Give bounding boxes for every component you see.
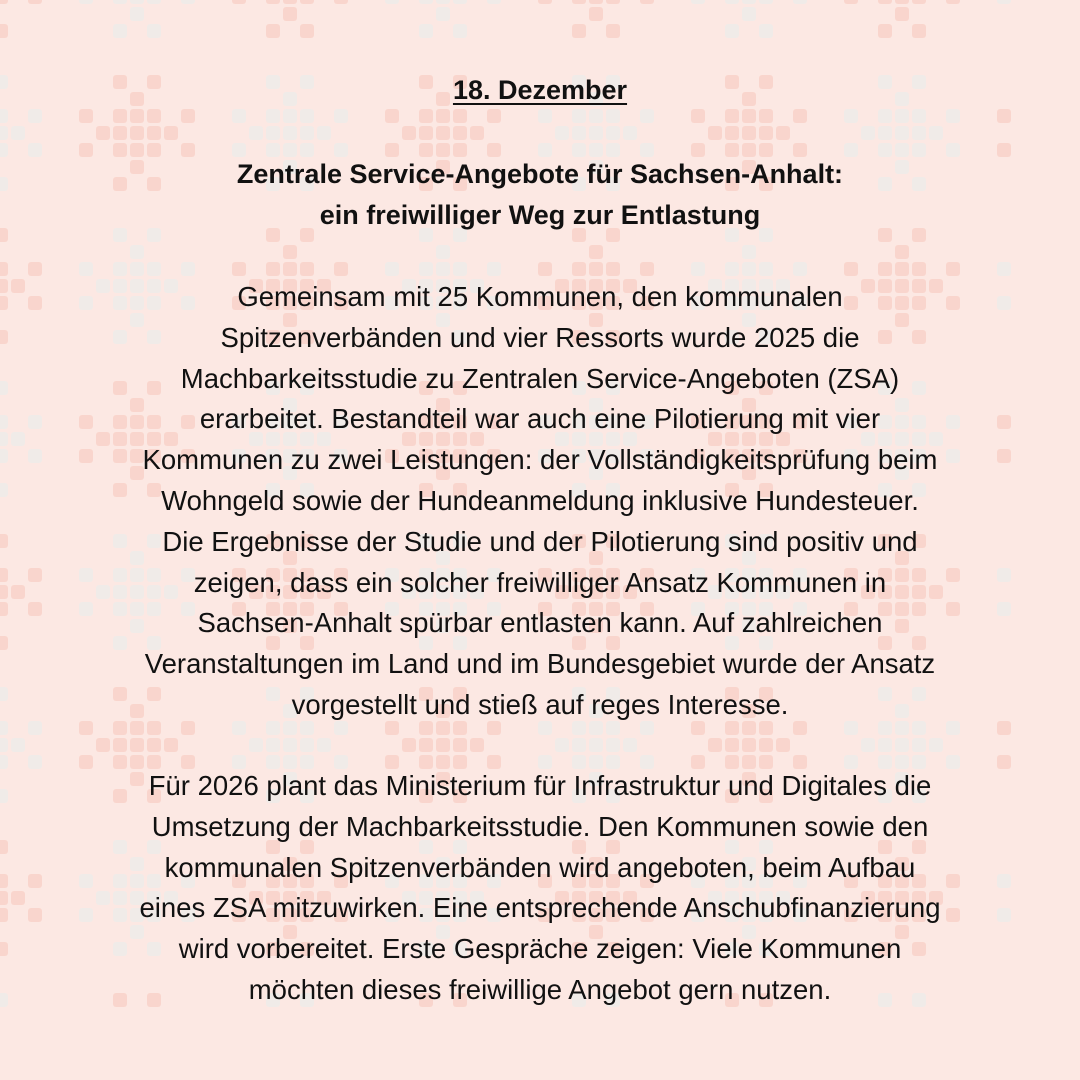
text-line: Sachsen-Anhalt spürbar entlasten kann. Auf zahlreichen xyxy=(197,607,883,639)
pattern-pixel xyxy=(130,0,144,4)
pattern-pixel xyxy=(11,585,25,599)
pattern-pixel xyxy=(283,245,297,259)
pattern-pixel xyxy=(130,7,144,21)
pattern-pixel xyxy=(912,738,926,752)
pattern-pixel xyxy=(606,24,620,38)
pattern-pixel xyxy=(283,7,297,21)
pattern-pixel xyxy=(742,245,756,259)
text-line: eines ZSA mitzuwirken. Eine entsprechende Anschubfinanzierung xyxy=(139,892,941,924)
headline-line: Zentrale Service-Angebote für Sachsen-Anhalt: xyxy=(236,159,844,189)
headline-line: ein freiwilliger Weg zur Entlastung xyxy=(319,200,761,230)
pattern-pixel xyxy=(0,75,8,89)
pattern-pixel xyxy=(130,262,144,276)
pattern-pixel xyxy=(249,738,263,752)
pattern-pixel xyxy=(742,7,756,21)
text-line: Machbarkeitsstudie zu Zentralen Service-Angeboten (ZSA) xyxy=(180,362,900,394)
pattern-pixel xyxy=(895,245,909,259)
text-line: erarbeitet. Bestandteil war auch eine Pilotierung mit vier xyxy=(199,403,881,435)
pattern-pixel xyxy=(232,262,246,276)
pattern-pixel xyxy=(0,993,8,1007)
pattern-pixel xyxy=(11,279,25,293)
pattern-pixel xyxy=(28,262,42,276)
pattern-pixel xyxy=(28,109,42,123)
text-line: wird vorbereitet. Erste Gespräche zeigen: Viele Kommunen xyxy=(178,933,902,965)
pattern-pixel xyxy=(130,738,144,752)
pattern-pixel xyxy=(11,432,25,446)
pattern-pixel xyxy=(334,262,348,276)
pattern-pixel xyxy=(878,0,892,4)
pattern-pixel xyxy=(538,262,552,276)
pattern-pixel xyxy=(0,874,8,888)
pattern-pixel xyxy=(844,262,858,276)
pattern-pixel xyxy=(589,245,603,259)
pattern-pixel xyxy=(11,891,25,905)
pattern-pixel xyxy=(419,109,433,123)
pattern-pixel xyxy=(708,738,722,752)
pattern-pixel xyxy=(0,534,8,548)
pattern-pixel xyxy=(555,126,569,140)
pattern-pixel xyxy=(164,738,178,752)
pattern-pixel xyxy=(725,109,739,123)
pattern-pixel xyxy=(929,738,943,752)
pattern-pixel xyxy=(725,738,739,752)
pattern-pixel xyxy=(572,0,586,4)
pattern-pixel xyxy=(0,126,8,140)
pattern-pixel xyxy=(419,738,433,752)
pattern-pixel xyxy=(334,109,348,123)
pattern-pixel xyxy=(317,738,331,752)
pattern-pixel xyxy=(487,262,501,276)
pattern-pixel xyxy=(266,0,280,4)
pattern-pixel xyxy=(147,262,161,276)
pattern-pixel xyxy=(793,109,807,123)
pattern-pixel xyxy=(28,143,42,157)
text-line: kommunalen Spitzenverbänden wird angeboten, beim Aufbau xyxy=(164,851,916,883)
pattern-pixel xyxy=(742,0,756,4)
pattern-pixel xyxy=(589,738,603,752)
pattern-pixel xyxy=(300,0,314,4)
pattern-pixel xyxy=(0,262,8,276)
pattern-pixel xyxy=(283,109,297,123)
pattern-pixel xyxy=(640,262,654,276)
pattern-pixel xyxy=(759,738,773,752)
pattern-pixel xyxy=(0,381,8,395)
pattern-pixel xyxy=(895,126,909,140)
pattern-pixel xyxy=(0,228,8,242)
pattern-pixel xyxy=(759,24,773,38)
pattern-pixel xyxy=(997,0,1011,4)
pattern-pixel xyxy=(997,109,1011,123)
pattern-pixel xyxy=(0,177,8,191)
pattern-pixel xyxy=(623,126,637,140)
pattern-pixel xyxy=(402,738,416,752)
text-line: Gemeinsam mit 25 Kommunen, den kommunalen xyxy=(237,281,843,312)
pattern-pixel xyxy=(0,891,8,905)
pattern-pixel xyxy=(0,721,8,735)
pattern-pixel xyxy=(28,908,42,922)
pattern-pixel xyxy=(79,109,93,123)
pattern-pixel xyxy=(0,687,8,701)
pattern-pixel xyxy=(606,262,620,276)
pattern-pixel xyxy=(912,24,926,38)
pattern-pixel xyxy=(487,0,501,4)
pattern-pixel xyxy=(0,755,8,769)
pattern-pixel xyxy=(436,7,450,21)
pattern-pixel xyxy=(436,109,450,123)
pattern-pixel xyxy=(572,126,586,140)
pattern-pixel xyxy=(470,126,484,140)
pattern-pixel xyxy=(436,262,450,276)
pattern-pixel xyxy=(266,24,280,38)
pattern-pixel xyxy=(28,0,42,4)
pattern-pixel xyxy=(266,738,280,752)
pattern-pixel xyxy=(844,0,858,4)
pattern-pixel xyxy=(0,330,8,344)
pattern-pixel xyxy=(759,262,773,276)
pattern-pixel xyxy=(334,0,348,4)
pattern-pixel xyxy=(742,126,756,140)
pattern-pixel xyxy=(0,585,8,599)
pattern-pixel xyxy=(572,262,586,276)
pattern-pixel xyxy=(453,24,467,38)
pattern-pixel xyxy=(11,126,25,140)
pattern-pixel xyxy=(453,109,467,123)
pattern-pixel xyxy=(0,738,8,752)
pattern-pixel xyxy=(0,840,8,854)
pattern-pixel xyxy=(436,126,450,140)
pattern-pixel xyxy=(878,126,892,140)
pattern-pixel xyxy=(878,262,892,276)
pattern-pixel xyxy=(266,126,280,140)
text-line: zeigen, dass ein solcher freiwilliger Ansatz Kommunen in xyxy=(193,566,887,598)
pattern-pixel xyxy=(946,262,960,276)
pattern-pixel xyxy=(572,738,586,752)
pattern-pixel xyxy=(300,126,314,140)
pattern-pixel xyxy=(0,0,8,4)
pattern-pixel xyxy=(589,0,603,4)
pattern-pixel xyxy=(844,109,858,123)
pattern-pixel xyxy=(997,262,1011,276)
pattern-pixel xyxy=(181,0,195,4)
pattern-pixel xyxy=(793,0,807,4)
pattern-pixel xyxy=(147,126,161,140)
pattern-pixel xyxy=(300,738,314,752)
pattern-pixel xyxy=(266,109,280,123)
pattern-pixel xyxy=(759,109,773,123)
pattern-pixel xyxy=(912,0,926,4)
pattern-pixel xyxy=(725,126,739,140)
text-line: Umsetzung der Machbarkeitsstudie. Den Kommunen sowie den xyxy=(151,810,929,842)
pattern-pixel xyxy=(79,262,93,276)
pattern-pixel xyxy=(181,262,195,276)
pattern-pixel xyxy=(147,109,161,123)
pattern-pixel xyxy=(589,7,603,21)
pattern-pixel xyxy=(572,109,586,123)
pattern-pixel xyxy=(0,483,8,497)
pattern-pixel xyxy=(895,7,909,21)
pattern-pixel xyxy=(147,0,161,4)
pattern-pixel xyxy=(555,738,569,752)
pattern-pixel xyxy=(436,245,450,259)
pattern-pixel xyxy=(470,738,484,752)
pattern-pixel xyxy=(436,0,450,4)
text-line: Für 2026 plant das Ministerium für Infrastruktur und Digitales die xyxy=(148,770,932,801)
pattern-pixel xyxy=(861,126,875,140)
pattern-pixel xyxy=(419,0,433,4)
pattern-pixel xyxy=(946,0,960,4)
pattern-pixel xyxy=(776,738,790,752)
pattern-pixel xyxy=(300,24,314,38)
pattern-pixel xyxy=(419,24,433,38)
pattern-pixel xyxy=(113,24,127,38)
pattern-pixel xyxy=(759,0,773,4)
pattern-pixel xyxy=(0,568,8,582)
pattern-pixel xyxy=(895,109,909,123)
pattern-pixel xyxy=(895,0,909,4)
pattern-pixel xyxy=(283,262,297,276)
pattern-pixel xyxy=(402,126,416,140)
text-line: Die Ergebnisse der Studie und der Pilotierung sind positiv und xyxy=(162,525,918,557)
pattern-pixel xyxy=(725,24,739,38)
pattern-pixel xyxy=(385,0,399,4)
pattern-pixel xyxy=(79,0,93,4)
pattern-pixel xyxy=(691,109,705,123)
pattern-pixel xyxy=(181,109,195,123)
pattern-pixel xyxy=(589,262,603,276)
date-heading: 18. Dezember xyxy=(452,75,628,105)
pattern-pixel xyxy=(895,262,909,276)
pattern-pixel xyxy=(419,126,433,140)
pattern-pixel xyxy=(283,738,297,752)
pattern-pixel xyxy=(691,262,705,276)
text-line: vorgestellt und stieß auf reges Interesse. xyxy=(291,688,789,720)
pattern-pixel xyxy=(113,0,127,4)
pattern-pixel xyxy=(28,721,42,735)
pattern-pixel xyxy=(147,24,161,38)
pattern-pixel xyxy=(113,126,127,140)
pattern-pixel xyxy=(11,738,25,752)
pattern-pixel xyxy=(130,126,144,140)
pattern-pixel xyxy=(606,0,620,4)
pattern-pixel xyxy=(0,449,8,463)
pattern-pixel xyxy=(776,126,790,140)
pattern-pixel xyxy=(487,109,501,123)
pattern-pixel xyxy=(436,738,450,752)
pattern-pixel xyxy=(96,126,110,140)
pattern-pixel xyxy=(589,126,603,140)
pattern-pixel xyxy=(113,738,127,752)
pattern-pixel xyxy=(0,636,8,650)
pattern-pixel xyxy=(725,262,739,276)
pattern-pixel xyxy=(28,602,42,616)
pattern-pixel xyxy=(249,126,263,140)
body-paragraph-1 xyxy=(60,277,1020,726)
pattern-pixel xyxy=(878,109,892,123)
pattern-pixel xyxy=(113,262,127,276)
text-line: möchten dieses freiwillige Angebot gern nutzen. xyxy=(248,973,832,1005)
pattern-pixel xyxy=(28,296,42,310)
pattern-pixel xyxy=(912,126,926,140)
pattern-pixel xyxy=(759,126,773,140)
pattern-pixel xyxy=(28,755,42,769)
pattern-pixel xyxy=(912,109,926,123)
pattern-pixel xyxy=(572,24,586,38)
pattern-pixel xyxy=(538,0,552,4)
pattern-pixel xyxy=(0,109,8,123)
pattern-pixel xyxy=(385,109,399,123)
pattern-pixel xyxy=(0,432,8,446)
pattern-pixel xyxy=(385,262,399,276)
text-line: Veranstaltungen im Land und im Bundesgebiet wurde der Ansatz xyxy=(144,648,936,680)
pattern-pixel xyxy=(28,874,42,888)
pattern-pixel xyxy=(606,109,620,123)
pattern-pixel xyxy=(708,126,722,140)
text-line: Wohngeld sowie der Hundeanmeldung inklusive Hundesteuer. xyxy=(161,484,919,516)
pattern-pixel xyxy=(0,942,8,956)
pattern-pixel xyxy=(912,262,926,276)
pattern-pixel xyxy=(317,126,331,140)
text-line: Kommunen zu zwei Leistungen: der Vollständigkeitsprüfung beim xyxy=(142,444,938,476)
pattern-pixel xyxy=(878,24,892,38)
pattern-pixel xyxy=(453,738,467,752)
pattern-pixel xyxy=(28,415,42,429)
pattern-pixel xyxy=(878,738,892,752)
pattern-pixel xyxy=(0,143,8,157)
pattern-pixel xyxy=(0,296,8,310)
pattern-pixel xyxy=(742,109,756,123)
pattern-pixel xyxy=(453,0,467,4)
pattern-pixel xyxy=(300,109,314,123)
body-paragraph-2 xyxy=(60,766,1020,1011)
pattern-pixel xyxy=(0,279,8,293)
headline xyxy=(60,154,1020,236)
pattern-pixel xyxy=(691,0,705,4)
pattern-pixel xyxy=(861,738,875,752)
pattern-pixel xyxy=(130,109,144,123)
pattern-pixel xyxy=(130,245,144,259)
pattern-pixel xyxy=(0,415,8,429)
pattern-pixel xyxy=(640,0,654,4)
pattern-pixel xyxy=(164,126,178,140)
pattern-pixel xyxy=(742,738,756,752)
pattern-pixel xyxy=(147,738,161,752)
pattern-pixel xyxy=(946,109,960,123)
pattern-pixel xyxy=(113,109,127,123)
pattern-pixel xyxy=(589,109,603,123)
pattern-pixel xyxy=(453,262,467,276)
pattern-pixel xyxy=(895,738,909,752)
pattern-pixel xyxy=(266,262,280,276)
pattern-pixel xyxy=(793,262,807,276)
pattern-pixel xyxy=(640,109,654,123)
pattern-pixel xyxy=(453,126,467,140)
pattern-pixel xyxy=(0,602,8,616)
pattern-pixel xyxy=(28,568,42,582)
pattern-pixel xyxy=(742,262,756,276)
pattern-pixel xyxy=(232,109,246,123)
pattern-pixel xyxy=(28,449,42,463)
pattern-pixel xyxy=(725,0,739,4)
pattern-pixel xyxy=(538,109,552,123)
pattern-pixel xyxy=(419,262,433,276)
pattern-pixel xyxy=(283,126,297,140)
pattern-pixel xyxy=(929,126,943,140)
pattern-pixel xyxy=(0,789,8,803)
pattern-pixel xyxy=(300,262,314,276)
text-line: Spitzenverbänden und vier Ressorts wurde 2025 die xyxy=(220,321,860,353)
pattern-pixel xyxy=(606,126,620,140)
pattern-pixel xyxy=(606,738,620,752)
pattern-pixel xyxy=(623,738,637,752)
pattern-pixel xyxy=(0,908,8,922)
pattern-pixel xyxy=(96,738,110,752)
pattern-pixel xyxy=(0,24,8,38)
pattern-pixel xyxy=(232,0,246,4)
pattern-pixel xyxy=(283,0,297,4)
